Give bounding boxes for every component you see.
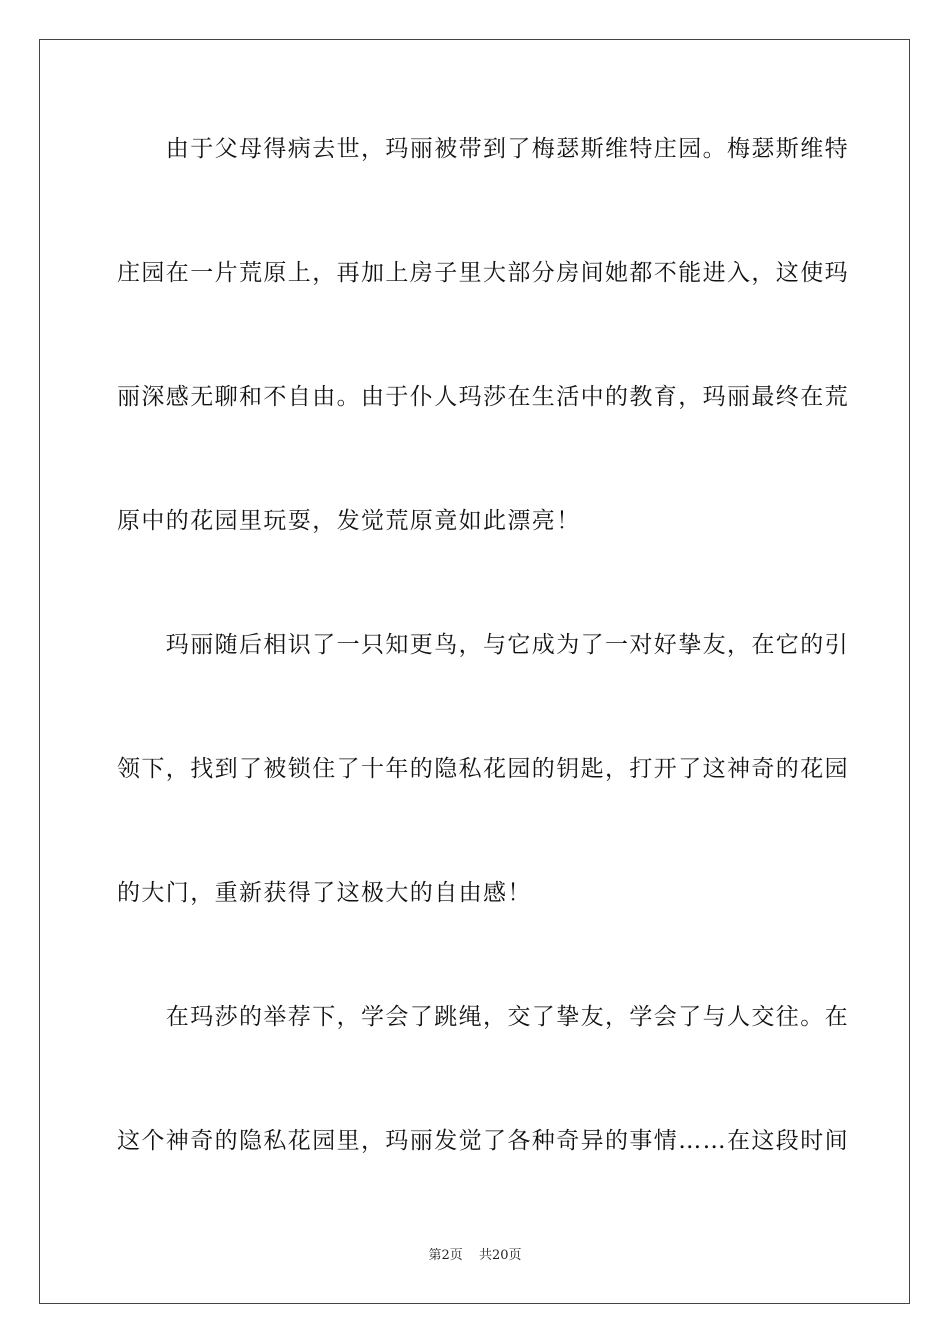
page-footer [0,1247,950,1265]
text-line: 在玛莎的举荐下，学会了跳绳，交了挚友，学会了与人交往。在 [117,1004,849,1030]
text-line: 由于父母得病去世，玛丽被带到了梅瑟斯维特庄园。梅瑟斯维特 [117,136,849,162]
text-line: 的大门，重新获得了这极大的自由感！ [117,880,532,906]
text-line: 领下，找到了被锁住了十年的隐私花园的钥匙，打开了这神奇的花园 [117,756,849,782]
text-line: 这个神奇的隐私花园里，玛丽发觉了各种奇异的事情……在这段时间 [117,1128,849,1154]
page-total: 共20页 [478,1248,522,1263]
page-border [39,39,910,1304]
text-line: 原中的花园里玩耍，发觉荒原竟如此漂亮！ [117,508,581,534]
page-number: 第2页 [428,1248,463,1263]
text-line: 玛丽随后相识了一只知更鸟，与它成为了一对好挚友，在它的引 [117,632,849,658]
text-line: 丽深感无聊和不自由。由于仆人玛莎在生活中的教育，玛丽最终在荒 [117,384,849,410]
text-line: 庄园在一片荒原上，再加上房子里大部分房间她都不能进入，这使玛 [117,260,849,286]
